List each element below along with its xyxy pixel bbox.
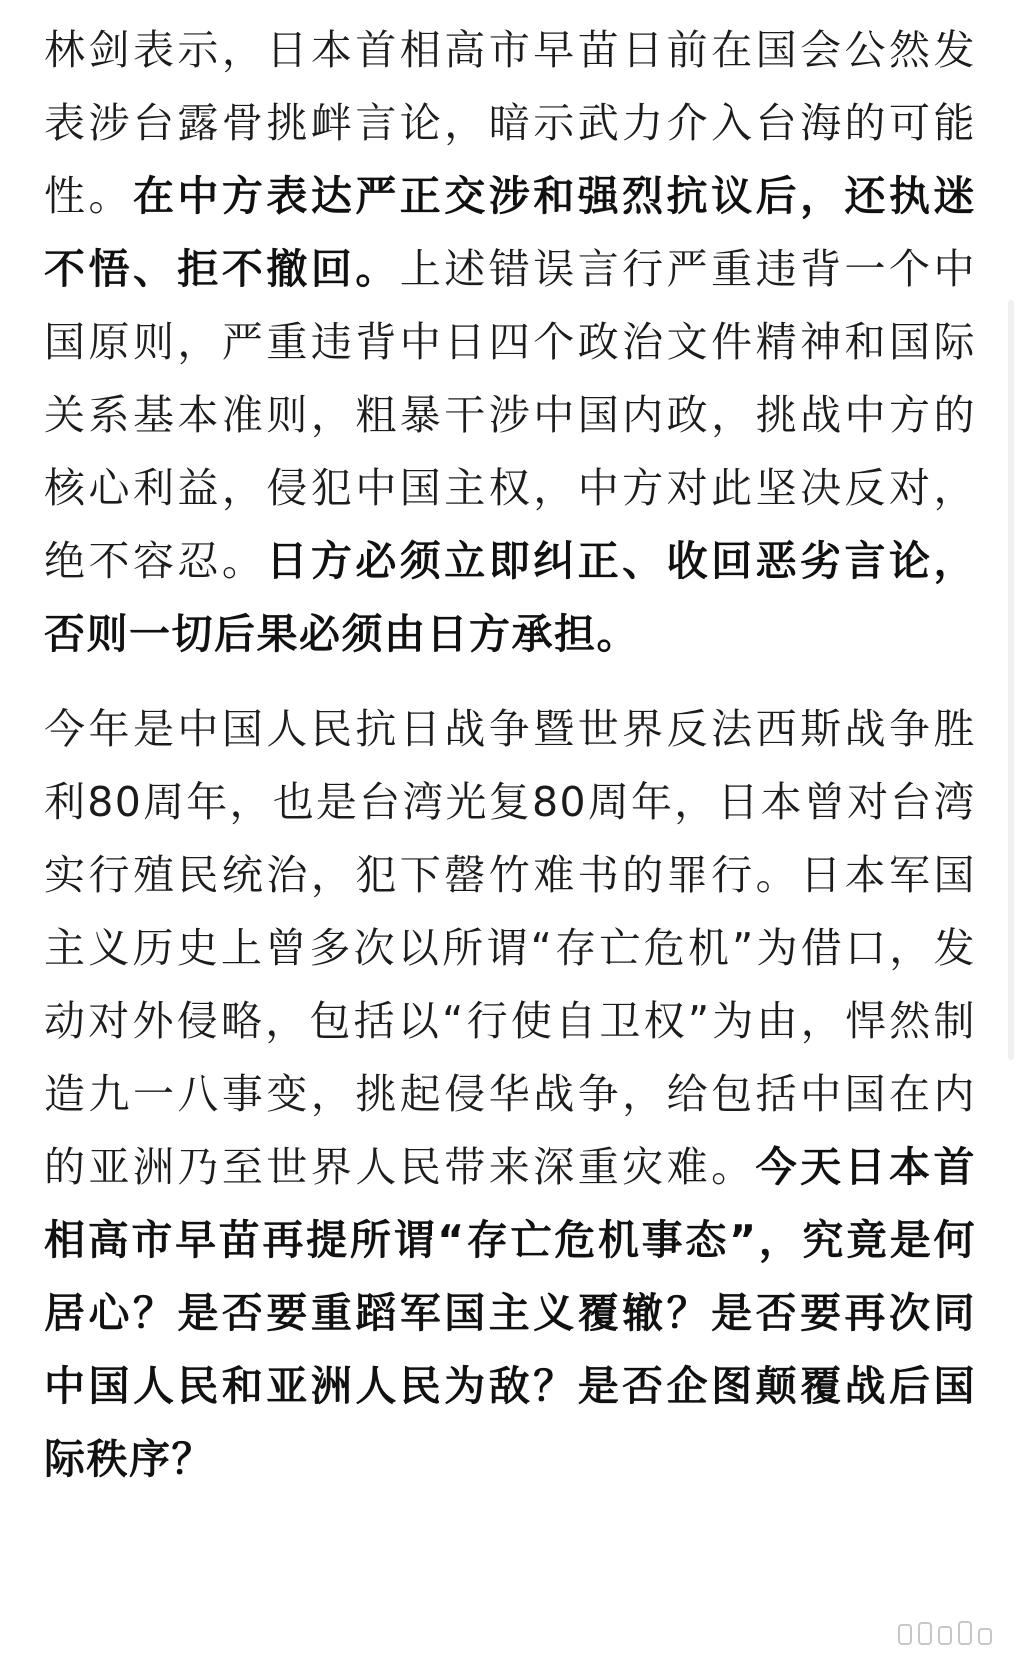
paragraph-1-segment-1: 林剑表示，日本首相高市早苗日前在国会公然发表涉台露骨挑衅言论，暗示武力介入台海的可能性。 — [44, 26, 976, 220]
paragraph-2-segment-1: 今年是中国人民抗日战争暨世界反法西斯战争胜利80周年，也是台湾光复80周年，日本曾对台湾实行殖民统治，犯下罄竹难书的罪行。日本军国主义历史上曾多次以所谓“存亡危机”为借口，发动对外侵略，包括以“行使自卫权”为由，悍然制造九一八事变，挑起侵华战争，给包括中国在内的亚洲乃至世界人民带来深重灾难。 — [44, 705, 976, 1191]
bar-icon-1 — [898, 1621, 912, 1645]
bar-icon-4 — [958, 1621, 972, 1645]
paragraph-2-segment-2-bold: 今天日本首相高市早苗再提所谓“存亡危机事态”，究竟是何居心？是否要重蹈军国主义覆辙？是否要再次同中国人民和亚洲人民为敌？是否企图颠覆战后国际秩序？ — [44, 1143, 977, 1483]
scrollbar-track[interactable] — [1008, 300, 1014, 1060]
paragraph-1-segment-2-bold: 在中方表达严正交涉和强烈抗议后，还执迷不悟、拒不撤回。 — [44, 172, 977, 293]
signal-bars-watermark-icon — [898, 1619, 992, 1645]
article-body — [44, 14, 976, 1496]
paragraph-1 — [44, 14, 976, 671]
paragraph-1-segment-3: 上述错误言行严重违背一个中国原则，严重违背中日四个政治文件精神和国际关系基本准则，粗暴干涉中国内政，挑战中方的核心利益，侵犯中国主权，中方对此坚决反对，绝不容忍。 — [44, 245, 977, 585]
paragraph-2 — [44, 693, 976, 1496]
paragraph-1-segment-4-bold: 日方必须立即纠正、收回恶劣言论，否则一切后果必须由日方承担。 — [44, 537, 976, 658]
bar-icon-5 — [978, 1621, 992, 1645]
bar-icon-2 — [918, 1621, 932, 1645]
bar-icon-3 — [938, 1621, 952, 1645]
